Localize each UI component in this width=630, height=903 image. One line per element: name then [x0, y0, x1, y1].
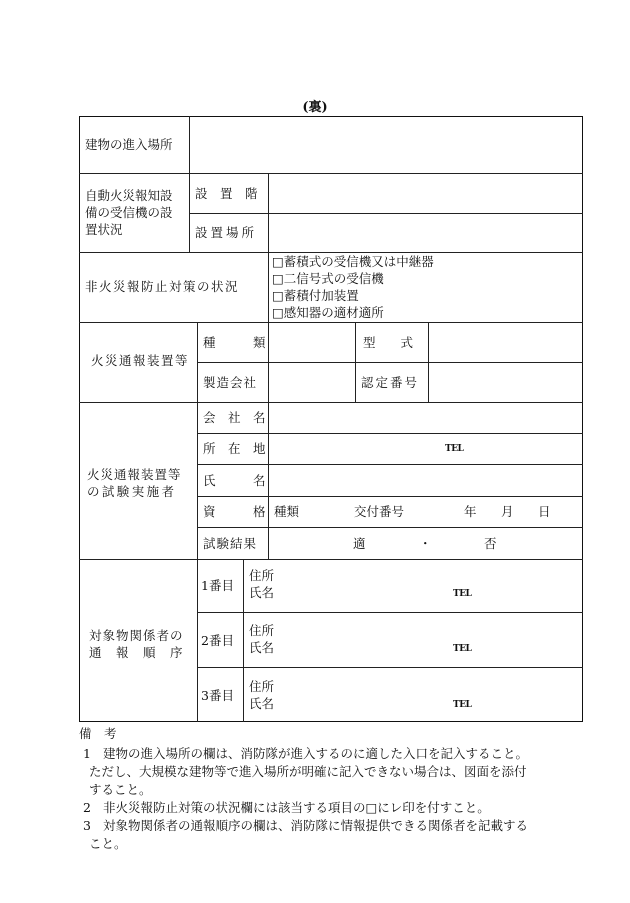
- device-cert-label: 認定番号: [361, 375, 420, 390]
- note-line: こと。: [89, 836, 127, 851]
- false-alarm-option-4[interactable]: □感知器の適材適所: [272, 305, 384, 320]
- contacts-label-line1: 対象物関係者の: [89, 628, 184, 643]
- entry-place-label: 建物の進入場所: [85, 137, 173, 152]
- contact-order-1: 1番目: [201, 578, 234, 593]
- row-divider: [79, 559, 583, 560]
- tester-label-line1: 火災通報装置等: [87, 467, 182, 482]
- device-type-label: 種 類: [203, 335, 266, 350]
- tester-result-label: 試験結果: [203, 536, 258, 551]
- contact-3-addr-label: 住所: [249, 679, 275, 694]
- false-alarm-option-1[interactable]: □蓄積式の受信機又は中継器: [272, 254, 434, 269]
- col-divider: [243, 559, 244, 722]
- tester-name-label: 氏 名: [203, 473, 266, 488]
- receiver-place-label: 設置場所: [195, 225, 258, 240]
- row-divider: [197, 612, 583, 613]
- contact-2-tel-label: TEL: [453, 644, 472, 654]
- tester-qual-issue-no: 交付番号: [354, 504, 405, 519]
- note-num: 1: [83, 746, 91, 761]
- note-item: [79, 799, 589, 817]
- tester-result-ng[interactable]: 否: [484, 536, 497, 551]
- col-divider: [197, 559, 198, 722]
- device-maker-label: 製造会社: [203, 375, 258, 390]
- device-cert-field[interactable]: [429, 363, 582, 402]
- note-num: 3: [83, 818, 91, 833]
- contact-order-2: 2番目: [201, 633, 234, 648]
- page-title: (裏): [302, 100, 328, 115]
- tester-company-field[interactable]: [269, 403, 582, 433]
- row-divider: [197, 667, 583, 668]
- contact-2-addr-label: 住所: [249, 623, 275, 638]
- contact-1-addr-label: 住所: [249, 568, 275, 583]
- contact-2-name-label: 氏名: [249, 640, 275, 655]
- receiver-label-line1: 自動火災報知設: [85, 188, 173, 203]
- note-item: [79, 817, 589, 853]
- tester-name-field[interactable]: [269, 465, 582, 496]
- tester-result-dot: ・: [419, 536, 432, 551]
- contacts-label-line2: 通 報 順 序: [89, 645, 184, 660]
- note-line: 非火災報防止対策の状況欄には該当する項目の□にレ印を付すこと。: [103, 800, 490, 815]
- note-item: [79, 745, 589, 799]
- notes-heading: 備 考: [79, 726, 117, 741]
- false-alarm-label: 非火災報防止対策の状況: [85, 279, 240, 294]
- contact-3-name-label: 氏名: [249, 696, 275, 711]
- tester-qual-date: 年 月 日: [464, 504, 557, 519]
- device-label: 火災通報装置等: [91, 353, 190, 368]
- receiver-label-line3: 置状況: [85, 222, 123, 237]
- row-divider: [197, 527, 583, 528]
- col-divider: [268, 252, 269, 322]
- contact-1-name-label: 氏名: [249, 585, 275, 600]
- note-num: 2: [83, 800, 91, 815]
- report-form: [79, 116, 583, 722]
- false-alarm-option-2[interactable]: □二信号式の受信機: [272, 271, 384, 286]
- entry-place-field[interactable]: [190, 116, 582, 173]
- receiver-floor-label: 設 置 階: [195, 186, 258, 201]
- note-line: 対象物関係者の通報順序の欄は、消防隊に情報提供できる関係者を記載する: [103, 818, 529, 833]
- tester-qual-label: 資 格: [203, 504, 266, 519]
- tester-address-label: 所 在 地: [203, 441, 266, 456]
- note-line: ただし、大規模な建物等で進入場所が明確に記入できない場合は、図面を添付: [89, 764, 527, 779]
- notes-section: [79, 725, 589, 853]
- device-maker-field[interactable]: [269, 363, 355, 402]
- row-divider: [197, 496, 583, 497]
- contact-3-tel-label: TEL: [453, 700, 472, 710]
- tester-tel-label: TEL: [445, 444, 464, 454]
- device-type-field[interactable]: [269, 323, 355, 362]
- receiver-label-line2: 備の受信機の設: [85, 205, 173, 220]
- tester-qual-kind: 種類: [274, 504, 300, 519]
- contact-order-3: 3番目: [201, 688, 234, 703]
- tester-result-ok[interactable]: 適: [353, 536, 366, 551]
- false-alarm-option-3[interactable]: □蓄積付加装置: [272, 288, 359, 303]
- tester-company-label: 会 社 名: [203, 410, 266, 425]
- receiver-place-field[interactable]: [269, 214, 582, 252]
- contact-1-tel-label: TEL: [453, 589, 472, 599]
- note-line: 建物の進入場所の欄は、消防隊が進入するのに適した入口を記入すること。: [103, 746, 529, 761]
- col-divider: [197, 402, 198, 559]
- device-model-label: 型 式: [363, 335, 414, 350]
- note-line: すること。: [89, 782, 152, 797]
- receiver-floor-field[interactable]: [269, 174, 582, 213]
- row-divider: [197, 433, 583, 434]
- tester-label-line2: の試験実施者: [87, 484, 177, 499]
- device-model-field[interactable]: [429, 323, 582, 362]
